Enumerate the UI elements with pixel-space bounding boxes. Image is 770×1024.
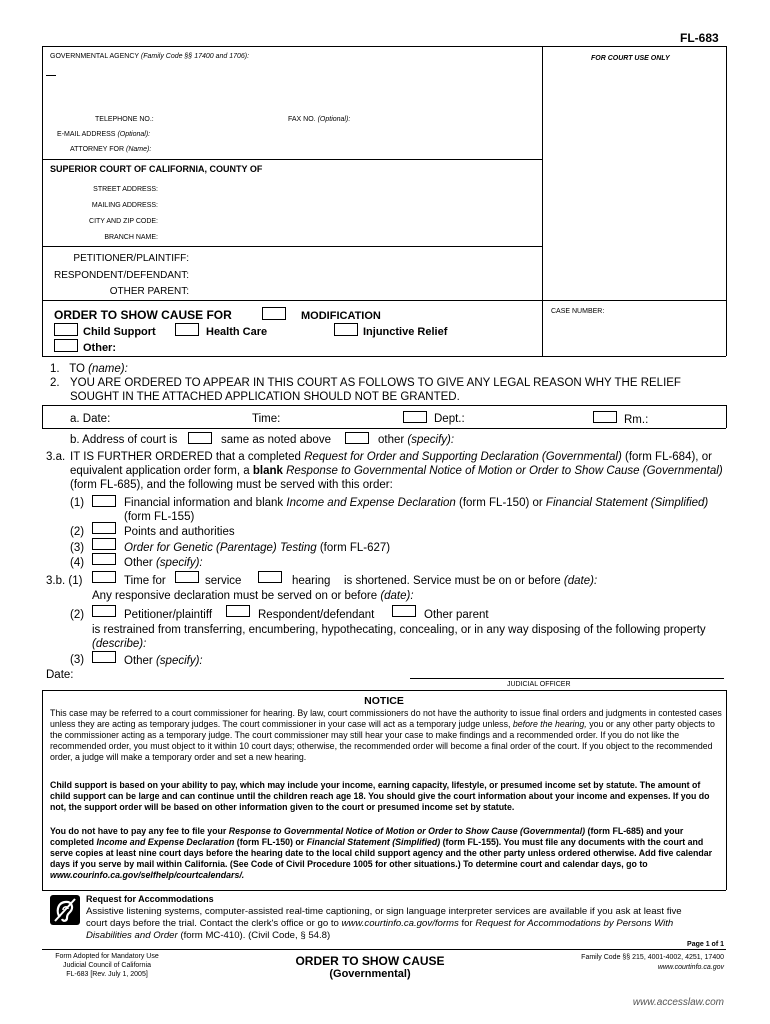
service-label: service xyxy=(205,575,242,587)
adopted-label: Form Adopted for Mandatory Use xyxy=(55,953,159,960)
hearing-box-top xyxy=(42,405,726,406)
time-for-checkbox[interactable] xyxy=(92,571,116,583)
signature-line xyxy=(410,678,724,679)
header-divider-3 xyxy=(42,300,726,301)
council-label: Judicial Council of California xyxy=(63,962,151,969)
family-code-label: Family Code §§ 215, 4001-4002, 4251, 17400 xyxy=(581,954,724,961)
points-checkbox[interactable] xyxy=(92,522,116,534)
accommodations-line-2: court days before the trial. Contact the clerk's office or go to www.courtinfo.ca.gov/forms for Request for Accommodations by Persons With xyxy=(86,918,674,929)
child-support-label: Child Support xyxy=(83,326,156,338)
header-divider-1 xyxy=(42,159,542,160)
item-3a-line-2: equivalent application order form, a blank Response to Governmental Notice of Motion or Order to Show Cause (Governmental) xyxy=(70,465,723,477)
same-address-checkbox[interactable] xyxy=(188,432,212,444)
header-divider-2 xyxy=(42,246,542,247)
financial-info-checkbox[interactable] xyxy=(92,495,116,507)
notice-paragraph-3: You do not have to pay any fee to file your Response to Governmental Notice of Motion or Order to Show Cause (Governmental) (form FL-685) and your completed Income and Expense Declaration (form FL-150) or Financial Statement (Simplified) (form FL-155). You must file any documents with the court and serve copies at least nine court days before the hearing date to the local child support agency and the other party unless ordered otherwise. Add five calendar days if you serve by mail within California. (See Code of Civil Procedure 1005 for other situations.) To determine court and calendar days, go to www.courinfo.ca.gov/selfhelp/courtcalendars/. xyxy=(50,826,713,880)
notice-box-bottom xyxy=(42,890,726,891)
petitioner-restrained-checkbox[interactable] xyxy=(92,605,116,617)
dept-label: Dept.: xyxy=(434,413,465,425)
header-left-line xyxy=(42,46,43,356)
sub-2-number: (2) xyxy=(70,526,85,538)
other-docs-label: Other (specify): xyxy=(124,557,203,569)
sub-1-number: (1) xyxy=(70,497,85,509)
hearing-label: hearing xyxy=(292,575,331,587)
describe-label: (describe): xyxy=(92,638,147,650)
sub-4-number: (4) xyxy=(70,557,85,569)
respondent-restrained-checkbox[interactable] xyxy=(226,605,250,617)
mailing-label: MAILING ADDRESS: xyxy=(91,202,158,209)
agency-dash xyxy=(46,75,56,76)
restrained-text: is restrained from transferring, encumbering, hypothecating, concealing, or in any way disposing of the following property xyxy=(92,624,706,636)
service-checkbox[interactable] xyxy=(175,571,199,583)
other-address-checkbox[interactable] xyxy=(345,432,369,444)
item-3b-number: 3.b. (1) xyxy=(46,575,83,587)
petitioner-label: PETITIONER/PLAINTIFF: xyxy=(73,253,189,264)
respondent-label: RESPONDENT/DEFENDANT: xyxy=(53,270,189,281)
item-2-line-2: SOUGHT IN THE ATTACHED APPLICATION SHOULD NOT BE GRANTED. xyxy=(70,391,460,403)
injunctive-checkbox[interactable] xyxy=(334,323,358,336)
item-3a-number: 3.a. xyxy=(46,451,66,463)
hearing-date-label: a. Date: xyxy=(70,413,111,425)
accesslaw-watermark: www.accesslaw.com xyxy=(632,997,724,1008)
shortened-label: is shortened. Service must be on or before (date): xyxy=(344,575,598,587)
other-address-label: other (specify): xyxy=(378,434,455,446)
accommodations-line-3: Disabilities and Order (form MC-410). (Civil Code, § 54.8) xyxy=(86,930,331,941)
hearing-box-right xyxy=(726,405,727,428)
header-right-line xyxy=(726,46,727,356)
health-care-checkbox[interactable] xyxy=(175,323,199,336)
revision-label: FL-683 [Rev. July 1, 2005] xyxy=(66,971,148,978)
sub-b3-number: (3) xyxy=(70,654,85,666)
hearing-box-bottom xyxy=(42,428,726,429)
court-title: SUPERIOR COURT OF CALIFORNIA, COUNTY OF xyxy=(50,164,263,174)
address-label: b. Address of court is xyxy=(70,434,178,446)
notice-paragraph-1: This case may be referred to a court commissioner for hearing. By law, court commissioners do not have the authority to issue final orders and judgments in contested cases unless they are acting as temporary judges. The court commissioner in your case will act as a temporary judge unless, before the hearing, you or any other party objects to the commissioner acting as a temporary judge. The court commissioner may still hear your case to make findings and a recommended order. If you do not like the recommended order, you must object to it within 10 court days; otherwise, the recommended order will become a final order of the court. If you object to the recommended order, a judge will make a temporary order and set a new hearing. xyxy=(50,708,722,762)
financial-info-label: Financial information and blank Income and Expense Declaration (form FL-150) or Financial Statement (Simplified) xyxy=(124,497,709,509)
sub-3-number: (3) xyxy=(70,542,85,554)
footer-title: ORDER TO SHOW CAUSE xyxy=(295,954,445,968)
dept-checkbox[interactable] xyxy=(403,411,427,423)
city-label: CITY AND ZIP CODE: xyxy=(89,218,158,225)
agency-label: GOVERNMENTAL AGENCY (Family Code §§ 17400 and 1706): xyxy=(50,53,250,60)
other-checkbox[interactable] xyxy=(54,339,78,352)
notice-box-top xyxy=(42,690,726,691)
modification-label: MODIFICATION xyxy=(301,310,381,322)
notice-title: NOTICE xyxy=(364,695,404,707)
modification-checkbox[interactable] xyxy=(262,307,286,320)
accommodations-line-1: Assistive listening systems, computer-assisted real-time captioning, or sign language interpreter services are available if you ask at least five xyxy=(86,906,682,917)
court-use-divider xyxy=(542,46,543,356)
notice-box-left xyxy=(42,690,43,890)
case-number-label: CASE NUMBER: xyxy=(551,308,605,315)
date-label: Date: xyxy=(46,669,74,681)
hearing-checkbox[interactable] xyxy=(258,571,282,583)
form-number: FL-683 xyxy=(680,31,719,45)
respondent-restrained-label: Respondent/defendant xyxy=(258,609,375,621)
footer-subtitle: (Governmental) xyxy=(329,968,411,980)
financial-info-form: (form FL-155) xyxy=(124,511,195,523)
other-parent-restrained-checkbox[interactable] xyxy=(392,605,416,617)
street-label: STREET ADDRESS: xyxy=(93,186,158,193)
genetic-testing-label: Order for Genetic (Parentage) Testing (form FL-627) xyxy=(124,542,391,554)
notice-box-right xyxy=(726,690,727,890)
item-2-line-1: YOU ARE ORDERED TO APPEAR IN THIS COURT AS FOLLOWS TO GIVE ANY LEGAL REASON WHY THE RELIEF xyxy=(70,377,681,389)
injunctive-label: Injunctive Relief xyxy=(363,326,448,338)
other-docs-checkbox[interactable] xyxy=(92,553,116,565)
room-checkbox[interactable] xyxy=(593,411,617,423)
hearing-assistance-icon xyxy=(50,895,80,925)
sub-b2-number: (2) xyxy=(70,609,85,621)
header-bottom-line xyxy=(42,356,726,357)
petitioner-restrained-label: Petitioner/plaintiff xyxy=(124,609,213,621)
other-order-checkbox[interactable] xyxy=(92,651,116,663)
footer-line xyxy=(42,949,726,950)
other-order-label: Other (specify): xyxy=(124,655,203,667)
hearing-box-left xyxy=(42,405,43,428)
hearing-time-label: Time: xyxy=(252,413,281,425)
page-number: Page 1 of 1 xyxy=(687,941,724,948)
accommodations-title: Request for Accommodations xyxy=(86,894,214,904)
same-address-label: same as noted above xyxy=(221,434,331,446)
points-label: Points and authorities xyxy=(124,526,235,538)
footer-website[interactable]: www.courtinfo.ca.gov xyxy=(657,964,724,971)
other-parent-restrained-label: Other parent xyxy=(424,609,489,621)
item-1: 1. TO (name): xyxy=(50,363,128,375)
health-care-label: Health Care xyxy=(206,326,268,338)
fax-label: FAX NO. (Optional): xyxy=(288,116,351,123)
time-for-label: Time for xyxy=(124,575,166,587)
attorney-label: ATTORNEY FOR (Name): xyxy=(70,146,152,153)
judicial-officer-label: JUDICIAL OFFICER xyxy=(507,681,571,688)
item-3a-line-1: IT IS FURTHER ORDERED that a completed Request for Order and Supporting Declaration (Governmental) (form FL-684), or xyxy=(70,451,712,463)
other-parent-label: OTHER PARENT: xyxy=(109,286,189,297)
telephone-label: TELEPHONE NO.: xyxy=(95,116,154,123)
item-3a-line-3: (form FL-685), and the following must be served with this order: xyxy=(70,479,393,491)
genetic-testing-checkbox[interactable] xyxy=(92,538,116,550)
other-label: Other: xyxy=(83,342,116,354)
responsive-label: Any responsive declaration must be served on or before (date): xyxy=(92,590,414,602)
branch-label: BRANCH NAME: xyxy=(104,234,158,241)
child-support-checkbox[interactable] xyxy=(54,323,78,336)
notice-paragraph-2: Child support is based on your ability to pay, which may include your income, earning capacity, lifestyle, or presumed income set by statute. The amount of child support can be large and can continue until the children reach age 18. You should give the court information about your income and expenses. If you do not, the support order will be based on other information given to the court or presumed income set by statute. xyxy=(50,780,710,812)
order-title: ORDER TO SHOW CAUSE FOR xyxy=(54,308,232,322)
email-label: E-MAIL ADDRESS (Optional): xyxy=(57,131,151,138)
court-use-label: FOR COURT USE ONLY xyxy=(591,55,670,62)
header-top-line xyxy=(42,46,726,47)
item-2-number: 2. xyxy=(50,377,60,389)
room-label: Rm.: xyxy=(624,414,649,426)
